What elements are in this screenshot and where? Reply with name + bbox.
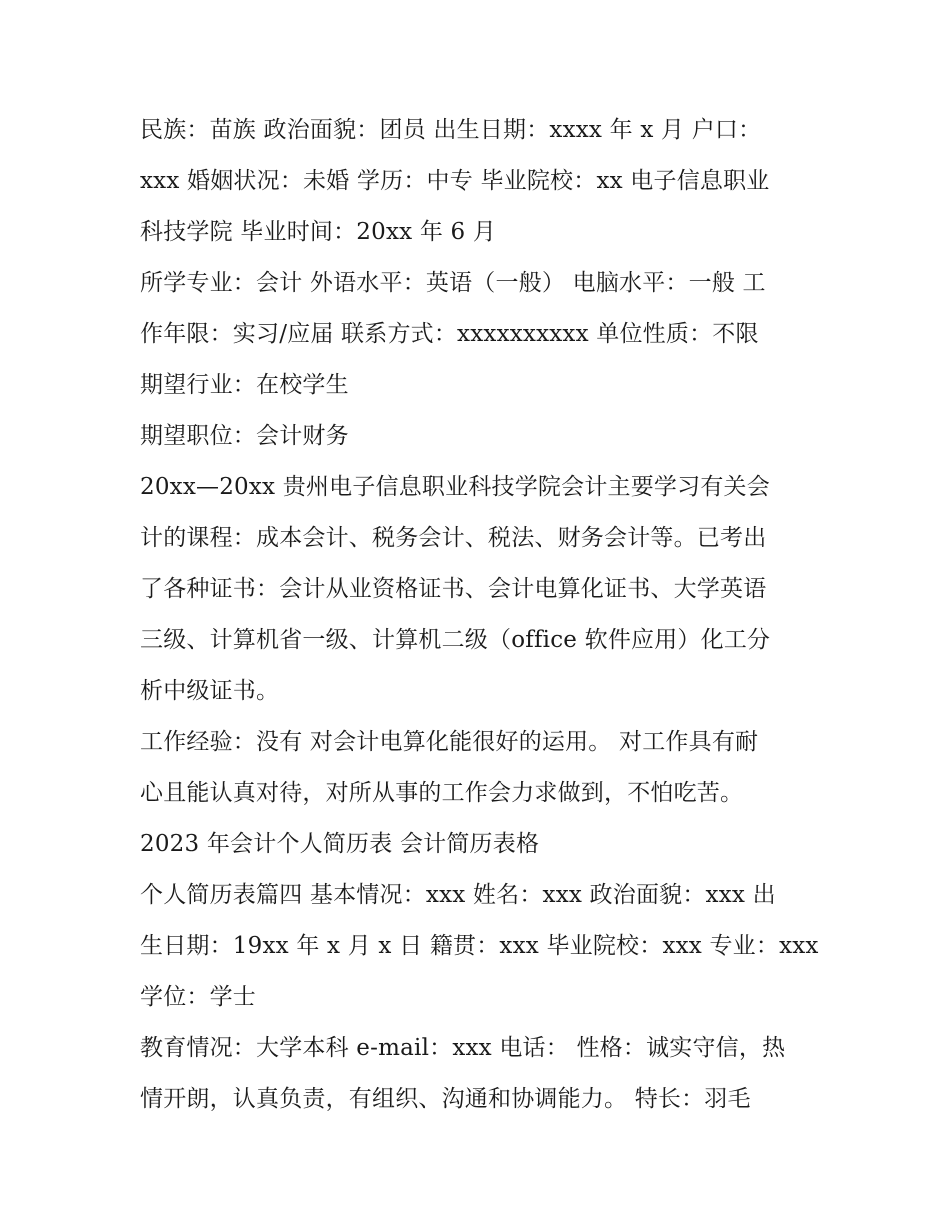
text-line: 2023 年会计个人简历表 会计简历表格 bbox=[140, 831, 540, 857]
text-line: 情开朗，认真负责，有组织、沟通和协调能力。 特长：羽毛 bbox=[140, 1086, 751, 1112]
text-line: 学位：学士 bbox=[140, 984, 256, 1010]
text-line: 20xx—20xx 贵州电子信息职业科技学院会计主要学习有关会 bbox=[140, 474, 770, 500]
text-line: 所学专业：会计 外语水平：英语（一般） 电脑水平：一般 工 bbox=[140, 270, 766, 296]
text-line: 了各种证书：会计从业资格证书、会计电算化证书、大学英语 bbox=[140, 576, 767, 602]
text-line: 教育情况：大学本科 e-mail：xxx 电话： 性格：诚实守信，热 bbox=[140, 1035, 786, 1061]
text-line: 期望行业：在校学生 bbox=[140, 372, 349, 398]
text-line: 计的课程：成本会计、税务会计、税法、财务会计等。已考出 bbox=[140, 525, 767, 551]
text-line: 个人简历表篇四 基本情况：xxx 姓名：xxx 政治面貌：xxx 出 bbox=[140, 882, 776, 908]
text-line: 三级、计算机省一级、计算机二级（office 软件应用）化工分 bbox=[140, 627, 771, 653]
text-line: 工作经验：没有 对会计电算化能很好的运用。 对工作具有耐 bbox=[140, 729, 759, 755]
text-line: 生日期：19xx 年 x 月 x 日 籍贯：xxx 毕业院校：xxx 专业：xxx bbox=[140, 933, 819, 959]
text-line: 作年限：实习/应届 联系方式：xxxxxxxxxx 单位性质：不限 bbox=[140, 321, 759, 347]
text-line: 科技学院 毕业时间：20xx 年 6 月 bbox=[140, 219, 497, 245]
text-line: 期望职位：会计财务 bbox=[140, 423, 349, 449]
text-line: 心且能认真对待，对所从事的工作会力求做到，不怕吃苦。 bbox=[140, 780, 744, 806]
text-line: xxx 婚姻状况：未婚 学历：中专 毕业院校：xx 电子信息职业 bbox=[140, 168, 770, 194]
text-line: 民族：苗族 政治面貌：团员 出生日期：xxxx 年 x 月 户口： bbox=[140, 117, 762, 143]
text-line: 析中级证书。 bbox=[140, 678, 280, 704]
document-body bbox=[140, 105, 820, 1125]
